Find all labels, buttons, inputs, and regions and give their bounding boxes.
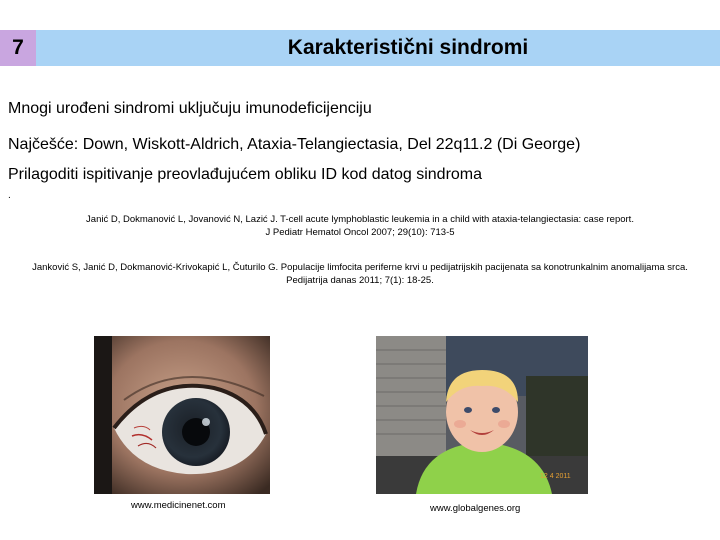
child-syndrome-photo [376, 336, 588, 494]
reference-2 [0, 261, 720, 287]
slide-number: 7 [0, 30, 36, 66]
photo-date-stamp: 12 4 2011 [540, 473, 571, 480]
reference-1-line-2: J Pediatr Hematol Oncol 2007; 29(10): 713-5 [265, 227, 455, 238]
reference-2-line-1: Janković S, Janić D, Dokmanović-Krivokapić L, Čuturilo G. Populacije limfocita periferne krvi u pedijatrijskih pacijenata sa konotrunkalnim anomalijama srca. [32, 262, 688, 273]
slide-title: Karakteristični sindromi [287, 36, 529, 59]
reference-1 [0, 213, 720, 239]
reference-1-line-1: Janić D, Dokmanović L, Jovanović N, Lazić J. T-cell acute lymphoblastic leukemia in a child with ataxia-telangiectasia: case report. [86, 214, 634, 225]
bullet-3: Prilagoditi ispitivanje preovlađujućem obliku ID kod datog sindroma [8, 166, 483, 183]
bullet-1: Mnogi urođeni sindromi uključuju imunodeficijenciju [8, 100, 372, 117]
bullet-2: Najčešće: Down, Wiskott-Aldrich, Ataxia-Telangiectasia, Del 22q11.2 (Di George) [8, 136, 581, 153]
image-caption-2: www.globalgenes.org [430, 503, 521, 514]
image-caption-1: www.medicinenet.com [131, 500, 226, 511]
title-bar [36, 30, 720, 66]
stray-dot: . [8, 190, 11, 201]
reference-2-line-2: Pedijatrija danas 2011; 7(1): 18-25. [286, 275, 434, 286]
eye-telangiectasia-photo [94, 336, 270, 494]
